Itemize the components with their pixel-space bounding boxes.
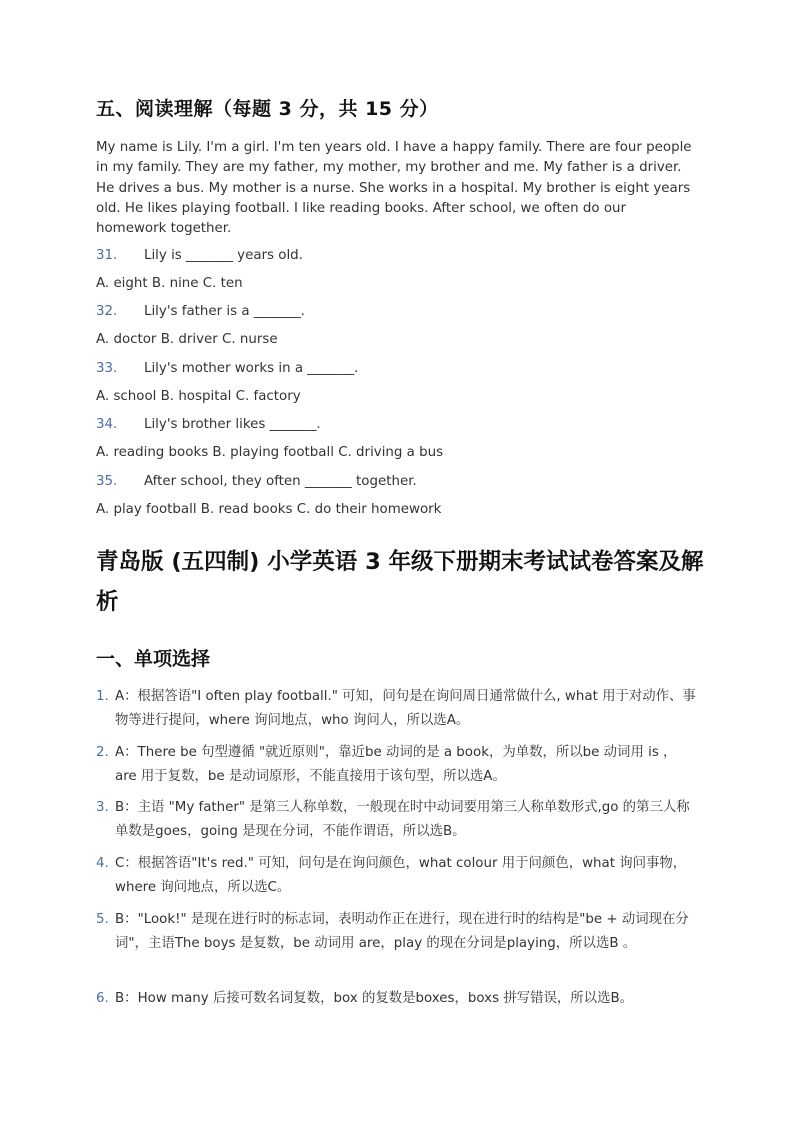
answer-number: 3. bbox=[96, 800, 109, 815]
answer-number: 1. bbox=[96, 689, 109, 704]
answer-number: 4. bbox=[96, 856, 109, 871]
answer-explanation: B：How many 后接可数名词复数，box 的复数是boxes，boxs 拼写错误，所以选B。 bbox=[115, 991, 634, 1006]
answer-explanation: B：主语 "My father" 是第三人称单数，一般现在时中动词要用第三人称单数形式,go 的第三人称单数是goes，going 是现在分词，不能作谓语，所以选B。 bbox=[115, 800, 690, 839]
question-31-options: A. eight B. nine C. ten bbox=[96, 276, 243, 291]
answer-number: 2. bbox=[96, 745, 109, 760]
question-32 bbox=[96, 304, 305, 319]
question-number: 34. bbox=[96, 417, 118, 432]
question-text: Lily is _______ years old. bbox=[144, 248, 303, 263]
answer-item-6 bbox=[96, 987, 698, 1011]
question-34-options: A. reading books B. playing football C. driving a bus bbox=[96, 445, 444, 460]
answer-explanation: A：根据答语"I often play football." 可知，问句是在询问周日通常做什么, what 用于对动作、事物等进行提问，where 询问地点，who 询问人，所以选A。 bbox=[115, 689, 696, 728]
question-text: Lily's mother works in a _______. bbox=[144, 361, 359, 376]
answer-explanation: C：根据答语"It's red." 可知，问句是在询问颜色，what colour 用于问颜色，what 询问事物，where 询问地点，所以选C。 bbox=[115, 856, 687, 895]
question-34 bbox=[96, 417, 321, 432]
question-35-options: A. play football B. read books C. do their homework bbox=[96, 502, 442, 517]
answer-key-title: 青岛版 (五四制) 小学英语 3 年级下册期末考试试卷答案及解析 bbox=[96, 549, 704, 615]
answer-item-5 bbox=[96, 908, 698, 956]
question-text: Lily's brother likes _______. bbox=[144, 417, 321, 432]
question-number: 32. bbox=[96, 304, 118, 319]
question-text: After school, they often _______ together. bbox=[144, 474, 417, 489]
multiple-choice-section-title: 一、单项选择 bbox=[96, 648, 211, 670]
question-33-options: A. school B. hospital C. factory bbox=[96, 389, 301, 404]
answer-item-4 bbox=[96, 852, 698, 900]
question-32-options: A. doctor B. driver C. nurse bbox=[96, 332, 278, 347]
question-31 bbox=[96, 248, 303, 263]
question-33 bbox=[96, 361, 358, 376]
answer-item-1 bbox=[96, 685, 698, 733]
question-text: Lily's father is a _______. bbox=[144, 304, 305, 319]
question-number: 35. bbox=[96, 474, 118, 489]
answer-number: 6. bbox=[96, 991, 109, 1006]
answer-explanation: A：There be 句型遵循 "就近原则"，靠近be 动词的是 a book，为单数，所以be 动词用 is ，are 用于复数，be 是动词原形，不能直接用于该句型，所以选A。 bbox=[115, 745, 677, 784]
reading-section-title: 五、阅读理解（每题 3 分，共 15 分） bbox=[96, 98, 439, 120]
reading-passage: My name is Lily. I'm a girl. I'm ten years old. I have a happy family. There are four people in my family. They are my father, my mother, my brother and me. My father is a driver. He drives a bus. My mother is a nurse. She works in a hospital. My brother is eight years old. He likes playing football. I like reading books. After school, we often do our homework together. bbox=[96, 140, 692, 237]
answer-explanation: B："Look!" 是现在进行时的标志词，表明动作正在进行，现在进行时的结构是"be + 动词现在分词"，主语The boys 是复数，be 动词用 are，play 的现在分词是playing，所以选B 。 bbox=[115, 912, 689, 951]
answer-item-3 bbox=[96, 796, 698, 844]
question-number: 31. bbox=[96, 248, 118, 263]
answer-number: 5. bbox=[96, 912, 109, 927]
question-number: 33. bbox=[96, 361, 118, 376]
answer-item-2 bbox=[96, 741, 698, 789]
question-35 bbox=[96, 474, 417, 489]
